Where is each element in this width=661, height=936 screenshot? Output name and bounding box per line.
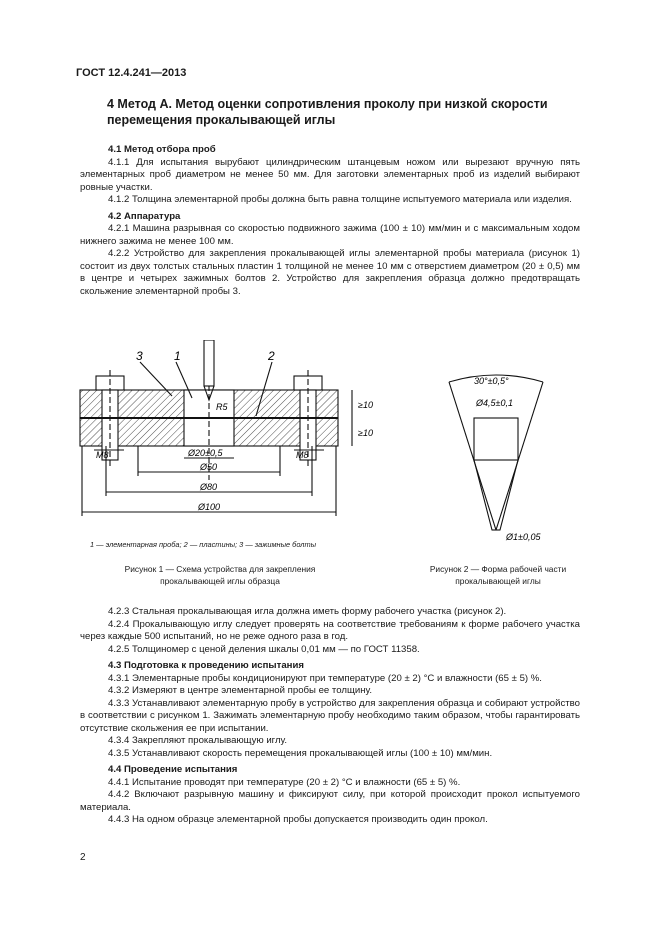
paragraph: 4.1.2 Толщина элементарной пробы должна быть равна толщине испытуемого материала или изделия. <box>108 194 572 205</box>
figure-2-caption: Рисунок 2 — Форма рабочей части прокалывающей иглы <box>429 564 567 586</box>
subsection-heading: 4.4 Проведение испытания <box>108 764 238 775</box>
section-title: 4 Метод А. Метод оценки сопротивления проколу при низкой скорости перемещения прокалывающей иглы <box>107 97 548 127</box>
paragraph: 4.3.2 Измеряют в центре элементарной пробы ее толщину. <box>108 685 372 696</box>
figure-legend: 1 — элементарная проба; 2 — пластины; 3 — зажимные болты <box>90 540 317 549</box>
paragraph: 4.4.1 Испытание проводят при температуре (20 ± 2) °С и влажности (65 ± 5) %. <box>108 776 461 788</box>
page-number: 2 <box>80 852 86 863</box>
subsection-heading: 4.1 Метод отбора проб <box>108 144 216 155</box>
figure-area <box>76 340 586 550</box>
label-h10-bottom: ≥10 <box>358 428 373 438</box>
paragraph: 4.3.5 Устанавливают скорость перемещения прокалывающей иглы (100 ± 10) мм/мин. <box>108 747 493 759</box>
label-3: 3 <box>136 349 143 363</box>
paragraph: 4.3.1 Элементарные пробы кондиционируют при температуре (20 ± 2) °С и влажности (65 ± 5) %. <box>108 672 542 684</box>
label-m8-right: M8 <box>296 450 309 460</box>
label-2: 2 <box>268 349 275 363</box>
paragraph: 4.2.1 Машина разрывная со скоростью подвижного зажима (100 ± 10) мм/мин и с максимальным ходом нижнего зажима не менее 100 мм. <box>80 223 580 247</box>
label-dia1: Ø1±0,05 <box>506 532 541 542</box>
label-r5: R5 <box>216 402 228 412</box>
label-h10-top: ≥10 <box>358 400 373 410</box>
label-1: 1 <box>174 349 181 363</box>
label-m8-left: M8 <box>96 450 109 460</box>
label-dia50: Ø50 <box>200 462 218 472</box>
subsection-heading: 4.3 Подготовка к проведению испытания <box>108 660 304 671</box>
label-angle: 30°±0,5° <box>474 376 509 386</box>
document-header: ГОСТ 12.4.241—2013 <box>76 67 187 79</box>
text-block-top <box>80 140 580 298</box>
figure-drawings <box>76 340 586 550</box>
paragraph: 4.2.2 Устройство для закрепления прокалывающей иглы элементарной пробы материала (рисунок 1) состоит из двух толстых стальных пластин 1 толщиной не менее 10 мм с отверстием диаметром (20 ± 0,5) мм в центре и четырех зажимных болтов 2. Устройство для закрепления образца должно предотвращать скольжение элементарной пробы 3. <box>80 248 580 297</box>
paragraph: 4.2.5 Толщиномер с ценой деления шкалы 0,01 мм — по ГОСТ 11358. <box>108 643 420 655</box>
subsection-heading: 4.2 Аппаратура <box>108 210 181 222</box>
paragraph: 4.2.4 Прокалывающую иглу следует проверять на соответствие требованиям к форме рабочего участка через каждые 500 испытаний, но не реже одного раза в год. <box>80 618 580 642</box>
label-dia45: Ø4,5±0,1 <box>476 398 513 408</box>
label-dia20: Ø20±0,5 <box>188 448 223 458</box>
paragraph: 4.2.3 Стальная прокалывающая игла должна иметь форму рабочего участка (рисунок 2). <box>108 606 507 617</box>
paragraph: 4.1.1 Для испытания вырубают цилиндрическим штанцевым ножом или вырезают вручную пять элементарных проб диаметром не менее 50 мм. Для заготовки элементарных проб из изделий выбирают ровные участки. <box>80 156 580 193</box>
text-block-bottom <box>80 606 580 827</box>
paragraph: 4.3.4 Закрепляют прокалывающую иглу. <box>108 735 288 746</box>
label-dia80: Ø80 <box>200 482 218 492</box>
paragraph: 4.4.3 На одном образце элементарной пробы допускается производить один прокол. <box>108 814 488 825</box>
figure-1-caption: Рисунок 1 — Схема устройства для закрепления прокалывающей иглы образца <box>124 564 316 586</box>
paragraph: 4.3.3 Устанавливают элементарную пробу в устройство для закрепления образца и собирают устройство в соответствии с рисунком 1. Зажимать элементарную пробу необходимо таким образом, чтобы гарантировать отсутствие скольжения ее при испытании. <box>80 697 580 734</box>
label-dia100: Ø100 <box>198 502 221 512</box>
paragraph: 4.4.2 Включают разрывную машину и фиксируют силу, при которой происходит прокол испытуемого материала. <box>80 789 580 813</box>
